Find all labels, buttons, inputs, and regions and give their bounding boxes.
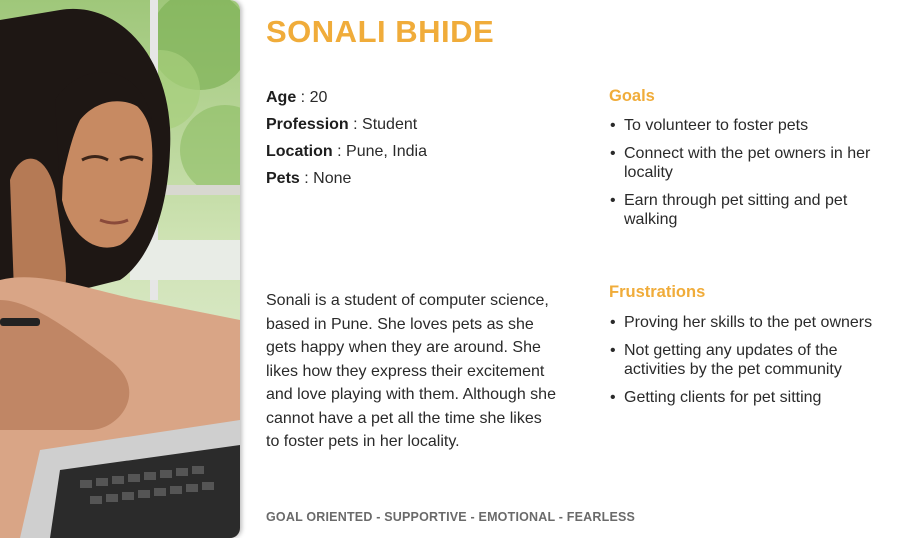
fact-pets: Pets : None (266, 170, 352, 187)
frustrations-heading: Frustrations (609, 283, 706, 301)
fact-profession: Profession : Student (266, 116, 418, 133)
fact-value: 20 (309, 89, 328, 106)
persona-facts (266, 84, 427, 192)
fact-label: Age (266, 89, 297, 106)
fact-value: None (313, 170, 352, 187)
goal-item: • Earn through pet sitting and pet walking (609, 191, 899, 230)
goals-list (609, 116, 899, 238)
fact-label: Location (266, 143, 333, 160)
goals-heading: Goals (609, 87, 655, 105)
fact-value: Pune, India (346, 143, 427, 160)
persona-photo (0, 0, 240, 538)
fact-location: Location : Pune, India (266, 143, 427, 160)
frustration-item: • Getting clients for pet sitting (609, 388, 899, 408)
frustrations-list (609, 313, 899, 415)
fact-label: Pets (266, 170, 300, 187)
persona-name: SONALI BHIDE (266, 14, 495, 49)
frustration-item: • Not getting any updates of the activities by the pet community (609, 341, 899, 380)
goal-item: • Connect with the pet owners in her locality (609, 144, 899, 183)
fact-age: Age : 20 (266, 89, 328, 106)
goal-item: • To volunteer to foster pets (609, 116, 899, 136)
persona-bio: Sonali is a student of computer science, based in Pune. She loves pets as she gets happy when they are around. She likes how they express their excitement and love playing with them. Although she cannot have a pet all the time she likes to foster pets in her locality. (266, 292, 556, 450)
persona-photo-illustration (0, 0, 240, 538)
frustration-item: • Proving her skills to the pet owners (609, 313, 899, 333)
persona-traits: GOAL ORIENTED - SUPPORTIVE - EMOTIONAL - FEARLESS (266, 510, 636, 524)
fact-label: Profession (266, 116, 349, 133)
fact-value: Student (362, 116, 418, 133)
